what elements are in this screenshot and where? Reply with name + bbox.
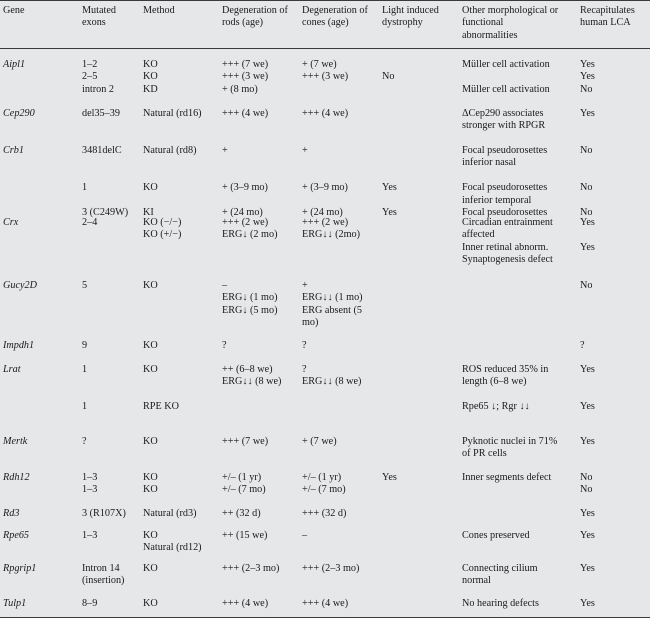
cones-cell: +++ (32 d) <box>302 508 347 519</box>
cones-cell: ERG↓↓ (2mo) <box>302 229 361 241</box>
gene-name: Gucy2D <box>3 280 37 291</box>
rods-cell: ERG↓↓ (8 we) <box>222 376 282 388</box>
other-cell: Inner segments defect <box>462 472 552 483</box>
rods-cell: +++ (2 we) <box>222 217 269 228</box>
rods-cell: – <box>222 280 228 291</box>
exons-cell: 1 <box>82 182 88 194</box>
rods-cell: +/– (7 mo) <box>222 484 266 496</box>
lca-cell: Yes <box>580 436 595 447</box>
method-cell: KO <box>143 280 158 291</box>
light-cell: Yes <box>382 472 397 483</box>
cones-cell: ERG↓↓ (8 we) <box>302 376 362 388</box>
lca-cell: No <box>580 145 593 156</box>
header-rule <box>0 48 650 49</box>
method-cell: KO <box>143 71 158 83</box>
lca-cell: Yes <box>580 217 595 228</box>
header-cones-line-2: cones (age) <box>302 17 349 29</box>
rods-cell: +++ (4 we) <box>222 598 269 609</box>
rods-cell: +/– (1 yr) <box>222 472 262 483</box>
other-cell: stronger with RPGR <box>462 120 546 132</box>
method-cell: KI <box>143 207 154 218</box>
other-cell: Connecting cilium <box>462 563 538 574</box>
gene-name: Aipl1 <box>3 59 26 70</box>
exons-cell: intron 2 <box>82 83 114 95</box>
rods-cell: +++ (2–3 mo) <box>222 563 280 574</box>
cones-cell: + <box>302 280 308 291</box>
header-lca-line-1: Recapitulates <box>580 5 635 16</box>
header-light-line-1: Light induced <box>382 5 439 16</box>
other-cell: Focal pseudorosettes <box>462 145 548 156</box>
exons-cell: 1–2 <box>82 59 98 70</box>
gene-name: Crb1 <box>3 145 24 156</box>
gene-name: Cep290 <box>3 108 35 119</box>
exons-cell: 9 <box>82 340 88 351</box>
gene-name: Impdh1 <box>3 340 35 351</box>
other-cell: inferior temporal <box>462 194 532 206</box>
light-cell: No <box>382 71 395 83</box>
method-cell: KO <box>143 484 158 496</box>
method-cell: Natural (rd8) <box>143 145 197 156</box>
lca-cell: No <box>580 484 593 496</box>
rods-cell: ERG↓ (2 mo) <box>222 229 278 241</box>
exons-cell: 1–3 <box>82 484 98 496</box>
lca-cell: Yes <box>580 71 595 83</box>
lca-cell: No <box>580 472 593 483</box>
other-cell: Focal pseudorosettes <box>462 182 548 194</box>
method-cell: Natural (rd3) <box>143 508 197 519</box>
lca-cell: Yes <box>580 508 595 519</box>
method-cell: Natural (rd16) <box>143 108 202 119</box>
rods-cell: +++ (7 we) <box>222 436 269 447</box>
rods-cell: ++ (15 we) <box>222 530 268 541</box>
exons-cell: 2–4 <box>82 217 98 228</box>
exons-cell: 3 (C249W) <box>82 207 129 218</box>
gene-name: Rd3 <box>3 508 20 519</box>
rods-cell: + (24 mo) <box>222 207 263 218</box>
cones-cell: +++ (4 we) <box>302 598 349 609</box>
exons-cell: 1–3 <box>82 530 98 541</box>
header-cones-line-1: Degeneration of <box>302 5 368 16</box>
other-cell: of PR cells <box>462 448 507 460</box>
lca-cell: Yes <box>580 563 595 574</box>
rods-cell: ERG↓ (1 mo) <box>222 292 278 304</box>
other-cell: Müller cell activation <box>462 59 550 70</box>
cones-cell: +/– (1 yr) <box>302 472 342 483</box>
gene-name: Tulp1 <box>3 598 27 609</box>
rods-cell: + <box>222 145 228 156</box>
rods-cell: + (8 mo) <box>222 83 258 95</box>
gene-name: Lrat <box>3 364 21 375</box>
other-cell: Focal pseudorosettes <box>462 207 548 218</box>
lca-cell: Yes <box>580 401 595 413</box>
exons-cell: del35–39 <box>82 108 120 119</box>
gene-name: Rpgrip1 <box>3 563 37 574</box>
header-method: Method <box>143 5 175 16</box>
method-cell: Natural (rd12) <box>143 542 202 554</box>
lca-cell: Yes <box>580 530 595 541</box>
method-cell: KO <box>143 182 158 194</box>
method-cell: KO <box>143 364 158 375</box>
other-cell: inferior nasal <box>462 157 517 169</box>
rods-cell: ERG↓ (5 mo) <box>222 304 278 316</box>
cones-cell: +++ (4 we) <box>302 108 349 119</box>
header-gene: Gene <box>3 5 25 16</box>
top-rule <box>0 0 650 1</box>
exons-cell: ? <box>82 436 87 447</box>
gene-name: Rpe65 <box>3 530 30 541</box>
method-cell: RPE KO <box>143 401 179 413</box>
other-cell: Pyknotic nuclei in 71% <box>462 436 558 447</box>
other-cell: Rpe65 ↓; Rgr ↓↓ <box>462 401 530 413</box>
method-cell: KO <box>143 436 158 447</box>
cones-cell: +++ (2 we) <box>302 217 349 228</box>
lca-cell: ? <box>580 340 585 351</box>
other-cell: Cones preserved <box>462 530 530 541</box>
light-cell: Yes <box>382 182 397 194</box>
exons-cell: 1 <box>82 401 88 413</box>
cones-cell: + (24 mo) <box>302 207 343 218</box>
exons-cell: 2–5 <box>82 71 98 83</box>
other-cell: Inner retinal abnorm. <box>462 241 549 253</box>
cones-cell: +++ (2–3 mo) <box>302 563 360 574</box>
exons-cell: 8–9 <box>82 598 98 609</box>
method-cell: KD <box>143 83 158 95</box>
method-cell: KO (+/−) <box>143 229 182 241</box>
header-other-line-3: abnormalities <box>462 29 518 41</box>
cones-cell: ERG↓↓ (1 mo) <box>302 292 363 304</box>
other-cell: length (6–8 we) <box>462 376 527 388</box>
exons-cell: 5 <box>82 280 88 291</box>
lca-cell: No <box>580 182 593 194</box>
header-other-line-1: Other morphological or <box>462 5 559 16</box>
cones-cell: + (7 we) <box>302 436 337 447</box>
gene-name: Rdh12 <box>3 472 30 483</box>
cones-cell: + (7 we) <box>302 59 337 70</box>
lca-cell: Yes <box>580 108 595 119</box>
method-cell: KO (−/−) <box>143 217 182 228</box>
exons-cell: 1–3 <box>82 472 98 483</box>
method-cell: KO <box>143 563 158 574</box>
gene-name: Crx <box>3 217 19 228</box>
header-light-line-2: dystrophy <box>382 17 423 29</box>
other-cell: affected <box>462 229 495 241</box>
other-cell: Circadian entrainment <box>462 217 553 228</box>
lca-cell: No <box>580 280 593 291</box>
method-cell: KO <box>143 59 158 70</box>
cones-cell: mo) <box>302 317 319 329</box>
lca-cell: No <box>580 207 593 218</box>
lca-cell: Yes <box>580 241 595 253</box>
other-cell: ROS reduced 35% in <box>462 364 549 375</box>
exons-cell: (insertion) <box>82 575 125 587</box>
cones-cell: +++ (3 we) <box>302 71 349 83</box>
lca-cell: Yes <box>580 364 595 375</box>
rods-cell: +++ (7 we) <box>222 59 269 70</box>
cones-cell: – <box>302 530 308 541</box>
header-exons-line-2: exons <box>82 17 106 29</box>
lca-cell: No <box>580 83 593 95</box>
cones-cell: + <box>302 145 308 156</box>
other-cell: normal <box>462 575 491 587</box>
exons-cell: 1 <box>82 364 88 375</box>
other-cell: Müller cell activation <box>462 83 550 95</box>
exons-cell: 3 (R107X) <box>82 508 126 519</box>
header-rods-line-1: Degeneration of <box>222 5 288 16</box>
other-cell: ΔCep290 associates <box>462 108 544 119</box>
light-cell: Yes <box>382 207 397 218</box>
other-cell: Synaptogenesis defect <box>462 254 553 266</box>
lca-cell: Yes <box>580 598 595 609</box>
rods-cell: +++ (3 we) <box>222 71 269 83</box>
header-rods-line-2: rods (age) <box>222 17 264 29</box>
cones-cell: +/– (7 mo) <box>302 484 346 496</box>
method-cell: KO <box>143 530 158 541</box>
header-exons-line-1: Mutated <box>82 5 116 16</box>
header-lca-line-2: human LCA <box>580 17 631 29</box>
gene-name: Mertk <box>3 436 28 447</box>
lca-cell: Yes <box>580 59 595 70</box>
rods-cell: ++ (6–8 we) <box>222 364 273 375</box>
exons-cell: Intron 14 <box>82 563 120 574</box>
cones-cell: ? <box>302 364 307 375</box>
cones-cell: ? <box>302 340 307 351</box>
exons-cell: 3481delC <box>82 145 122 156</box>
method-cell: KO <box>143 340 158 351</box>
other-cell: No hearing defects <box>462 598 539 609</box>
method-cell: KO <box>143 598 158 609</box>
header-other-line-2: functional <box>462 17 504 29</box>
rods-cell: ++ (32 d) <box>222 508 261 519</box>
rods-cell: +++ (4 we) <box>222 108 269 119</box>
method-cell: KO <box>143 472 158 483</box>
cones-cell: + (3–9 mo) <box>302 182 348 194</box>
rods-cell: + (3–9 mo) <box>222 182 268 194</box>
cones-cell: ERG absent (5 <box>302 304 362 316</box>
rods-cell: ? <box>222 340 227 351</box>
